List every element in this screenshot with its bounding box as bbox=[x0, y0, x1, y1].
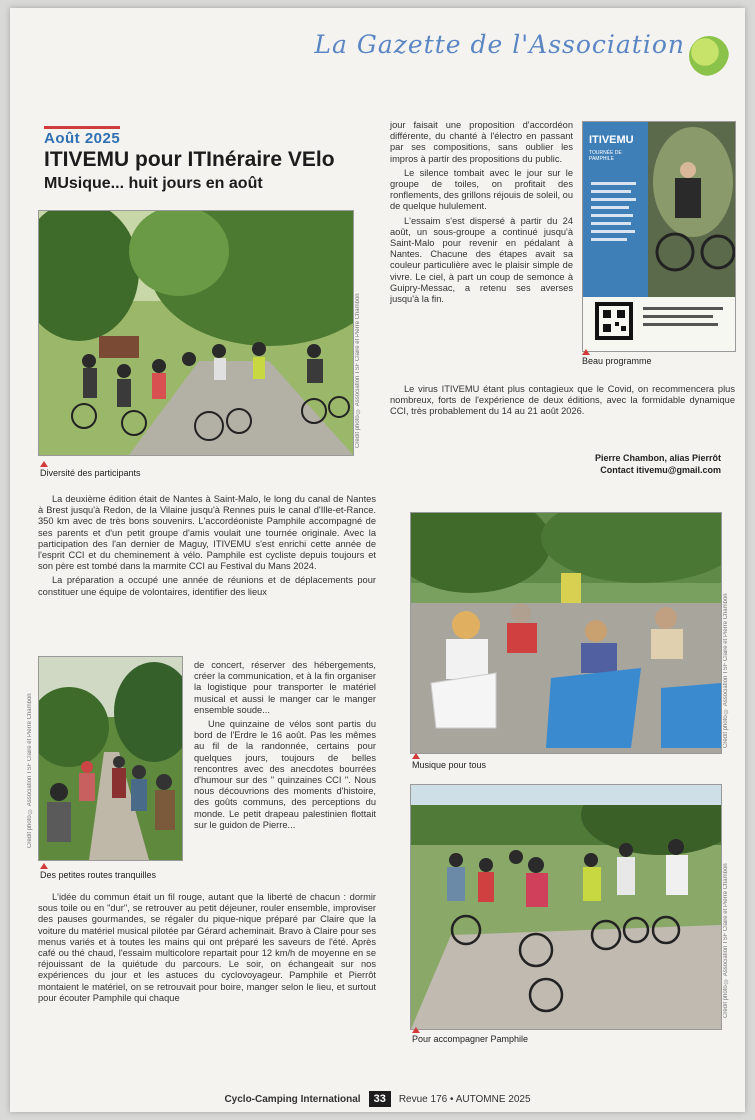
right-column-top bbox=[390, 120, 573, 308]
photo-poster bbox=[582, 121, 736, 352]
poster-subtitle: TOURNÉE DE PAMPHILE bbox=[589, 150, 622, 162]
poster-title: ITIVEMU bbox=[589, 134, 634, 146]
photo-credit-4: Crédit photo © Association TSF Claire et Pierre Chambon bbox=[723, 863, 729, 1018]
right-col-p1: jour faisait une proposition d'accordéon différente, du chanté à l'électro en passant par ses compositions, sans oublier les impros à partir des propositions du public. bbox=[390, 120, 573, 164]
bike-logo-icon bbox=[689, 36, 729, 76]
photo-credit-1: Crédit photo © Association TSF Claire et Pierre Chambon bbox=[355, 293, 361, 448]
page-number: 33 bbox=[369, 1091, 391, 1107]
publication-name: Cyclo-Camping International bbox=[224, 1093, 361, 1105]
photo-credit-2: Crédit photo © Association TSF Claire et Pierre Chambon bbox=[27, 693, 33, 848]
left-col-p1: La deuxième édition était de Nantes à Saint-Malo, le long du canal de Nantes à Brest jusqu'à Redon, de la Vilaine jusqu'à Rennes puis le canal d'Ille-et-Rance. 350 km avec de très bons souvenirs. L'accordéoniste Pamphile accompagné de ses parents et d'un petit groupe d'amis voulait une tournée originale. Avec la participation des l'an dernier de Maguy, ITIVEMU s'est enrichi cette année de l'esprit CCI et du cheminement à vélo. Pamphile est cycliste depuis toujours et son père est tombé dans la marmite CCI au Festival du Mans 2024. bbox=[38, 494, 376, 572]
photo-quiet-roads bbox=[38, 656, 183, 861]
right-col-p4: Le virus ITIVEMU étant plus contagieux que le Covid, on recommencera plus nombreux, forts de l'expérience de deux éditions, avec la formidable dynamique CCI, très probablement du 14 au 21 août 2026. bbox=[390, 384, 735, 417]
page-footer bbox=[10, 1091, 745, 1107]
narrow-column bbox=[194, 660, 376, 834]
caption-music: Musique pour tous bbox=[412, 760, 487, 770]
signature: Pierre Chambon, alias Pierrôt bbox=[594, 453, 721, 463]
signature-block bbox=[595, 452, 721, 476]
gazette-header-title: La Gazette de l'Association bbox=[314, 30, 685, 59]
photo-participants bbox=[38, 210, 354, 456]
right-col-p3: L'essaim s'est dispersé à partir du 24 août, un sous-groupe a continué jusqu'à Saint-Malo pour revenir en pédalant à Nantes. Chacune des étapes avait sa couleur particulière avec le plaisir simple de vivre. Le ciel, à part un coup de semonce à Guipry-Messac, a retenu ses averses jusqu'à la fin. bbox=[390, 215, 573, 305]
photo-credit-3: Crédit photo © Association TSF Claire et Pierre Chambon bbox=[723, 593, 729, 748]
article-month: Août 2025 bbox=[44, 126, 120, 147]
photo-accompany bbox=[410, 784, 722, 1030]
magazine-page bbox=[10, 8, 745, 1112]
narrow-col-p3: Une quinzaine de vélos sont partis du bord de l'Erdre le 16 août. Pas les mêmes au fil de la randonnée, certains pour quelques jours, toujours de belles rencontres avec des anecdotes bourrées d'humour sur des " quinzaines CCI ". Nous nous découvrions des moments d'histoire, des goûts communs, des perceptions du monde. Le petit drapeau palestinien flottait sur le guidon de Pierre... bbox=[194, 719, 376, 830]
contact-email: Contact itivemu@gmail.com bbox=[600, 465, 721, 475]
title-line-1: ITIVEMU pour ITInéraire VElo bbox=[44, 148, 335, 171]
left-column-body bbox=[38, 494, 376, 601]
title-line-2: MUsique... huit jours en août bbox=[44, 175, 263, 192]
issue-info: Revue 176 • AUTOMNE 2025 bbox=[398, 1093, 531, 1105]
left-col-p2: La préparation a occupé une année de réunions et de déplacements pour constituer une équipe de volontaires, identifier des lieux bbox=[38, 575, 376, 597]
left-col-p4: L'idée du commun était un fil rouge, autant que la liberté de chacun : dormir sous toile ou en "dur", se retrouver au petit déjeuner, rouler ensemble, improviser des pauses gourmandes, se régaler du pique-nique préparé par Claire que la voiture du matériel musical pilotée par Gérard acheminait. Bravo à Claire pour ses menus variés et à toutes les mains qui ont préparé les saveurs de l'été. Après café ou thé chaud, l'essaim multicolore repartait pour 12 km/h de moyenne en se réjouissant de la quiétude du parcours. Le soir, on échangeait sur nos expériences du jour et les astuces du cyclovoyageur. Pamphile et Pierrôt montaient le matériel, on se retrouvait pour boire, manger selon le lieu, et surtout pour écouter Pamphile qui chaque bbox=[38, 892, 376, 1003]
caption-programme: Beau programme bbox=[582, 356, 652, 366]
left-column-bottom bbox=[38, 892, 376, 1007]
right-col-p2: Le silence tombait avec le jour sur le groupe de toiles, on profitait des ronflements, des grillons réjouis de soleil, ou de quelque hululement. bbox=[390, 167, 573, 212]
caption-accompany: Pour accompagner Pamphile bbox=[412, 1034, 529, 1044]
caption-quiet-roads: Des petites routes tranquilles bbox=[40, 870, 157, 880]
caption-participants: Diversité des participants bbox=[40, 468, 141, 478]
narrow-col-p2: de concert, réserver des hébergements, créer la communication, et à la fin organiser la logistique pour transporter le matériel musical et aussi le manger car le manger ensemble soude... bbox=[194, 660, 376, 715]
article-title bbox=[44, 148, 374, 196]
right-column-wide bbox=[390, 384, 735, 421]
photo-music bbox=[410, 512, 722, 754]
